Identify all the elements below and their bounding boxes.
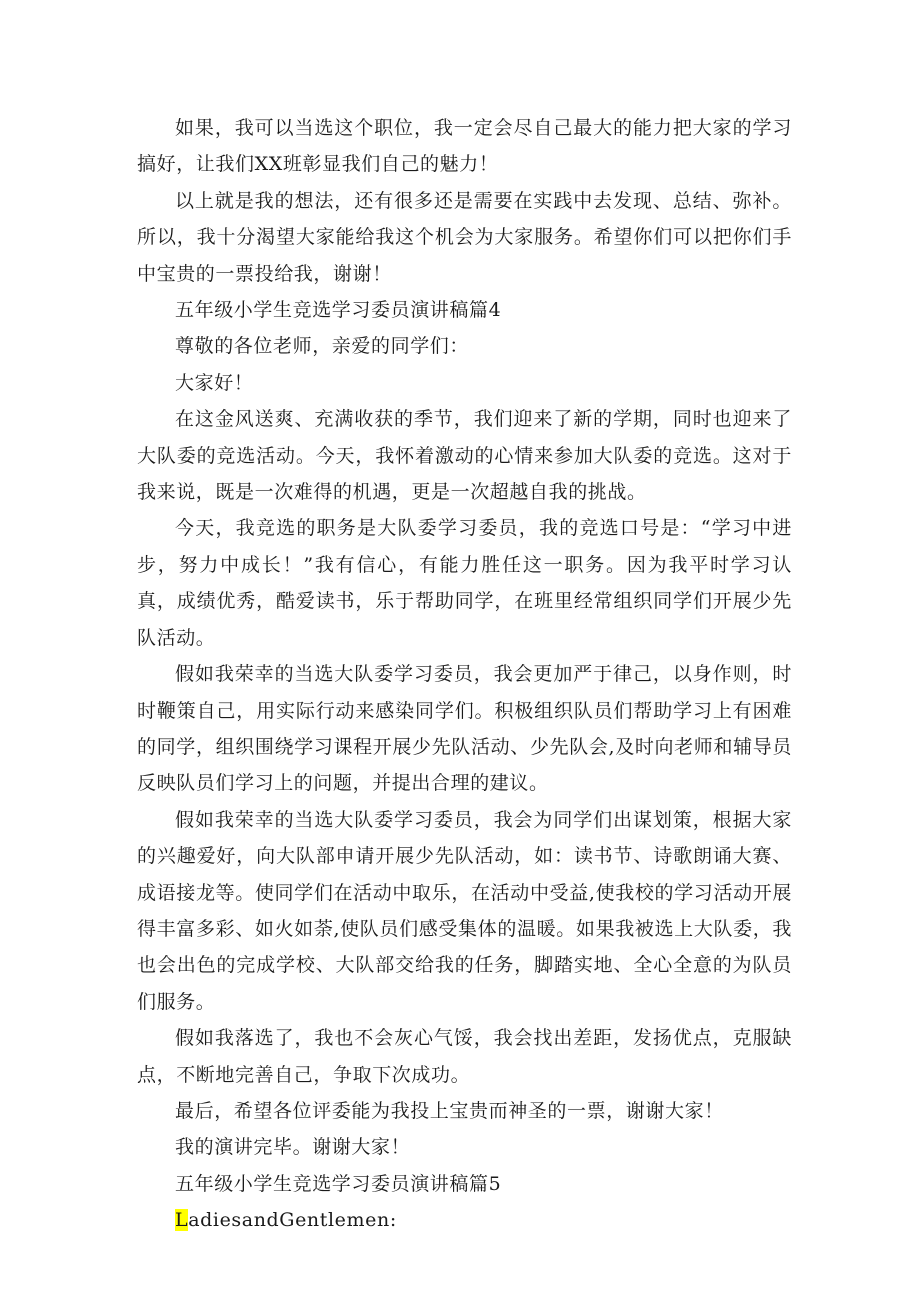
section-heading-4: 五年级小学生竞选学习委员演讲稿篇4 (175, 299, 502, 322)
paragraph-5: 假如我荣幸的当选大队委学习委员，我会更加严于律己，以身作则，时时鞭策自己，用实际行动来感染同学们。积极组织队员们帮助学习上有困难的同学，组织围绕学习课程开展少先队活动、少先队会,及时向老师和辅导员反映队员们学习上的问题，并提出合理的建议。 (137, 663, 792, 795)
paragraph-3: 在这金风送爽、充满收获的季节，我们迎来了新的学期，同时也迎来了大队委的竞选活动。今天，我怀着激动的心情来参加大队委的竞选。这对于我来说，既是一次难得的机遇，更是一次超越自我的挑战。 (137, 408, 792, 504)
paragraph-2: 以上就是我的想法，还有很多还是需要在实践中去发现、总结、弥补。所以，我十分渴望大家能给我这个机会为大家服务。希望你们可以把你们手中宝贵的一票投给我，谢谢！ (137, 189, 792, 285)
paragraph-8: 最后，希望各位评委能为我投上宝贵而神圣的一票，谢谢大家！ (175, 1099, 724, 1122)
document-body (137, 110, 792, 1239)
highlighted-letter: L (175, 1209, 189, 1232)
english-salutation (137, 1202, 792, 1238)
paragraph-7: 假如我落选了，我也不会灰心气馁，我会找出差距，发扬优点，克服缺点，不断地完善自己，争取下次成功。 (137, 1027, 792, 1086)
salutation: 尊敬的各位老师，亲爱的同学们： (175, 335, 470, 358)
paragraph-6: 假如我荣幸的当选大队委学习委员，我会为同学们出谋划策，根据大家的兴趣爱好，向大队部申请开展少先队活动，如：读书节、诗歌朗诵大赛、成语接龙等。使同学们在活动中取乐，在活动中受益,使我校的学习活动开展得丰富多彩、如火如荼,使队员们感受集体的温暖。如果我被选上大队委，我也会出色的完成学校、大队部交给我的任务，脚踏实地、全心全意的为队员们服务。 (137, 808, 792, 1013)
english-salutation-text: adiesandGentlemen: (188, 1209, 397, 1232)
greeting: 大家好！ (175, 371, 254, 394)
closing-line: 我的演讲完毕。谢谢大家！ (175, 1136, 411, 1159)
paragraph-4: 今天，我竞选的职务是大队委学习委员，我的竞选口号是：“学习中进步，努力中成长！”我有信心，有能力胜任这一职务。因为我平时学习认真，成绩优秀，酷爱读书，乐于帮助同学，在班里经常组织同学们开展少先队活动。 (137, 517, 792, 649)
section-heading-5: 五年级小学生竞选学习委员演讲稿篇5 (175, 1172, 502, 1195)
paragraph-1: 如果，我可以当选这个职位，我一定会尽自己最大的能力把大家的学习搞好，让我们XX班彰显我们自己的魅力！ (137, 117, 792, 176)
